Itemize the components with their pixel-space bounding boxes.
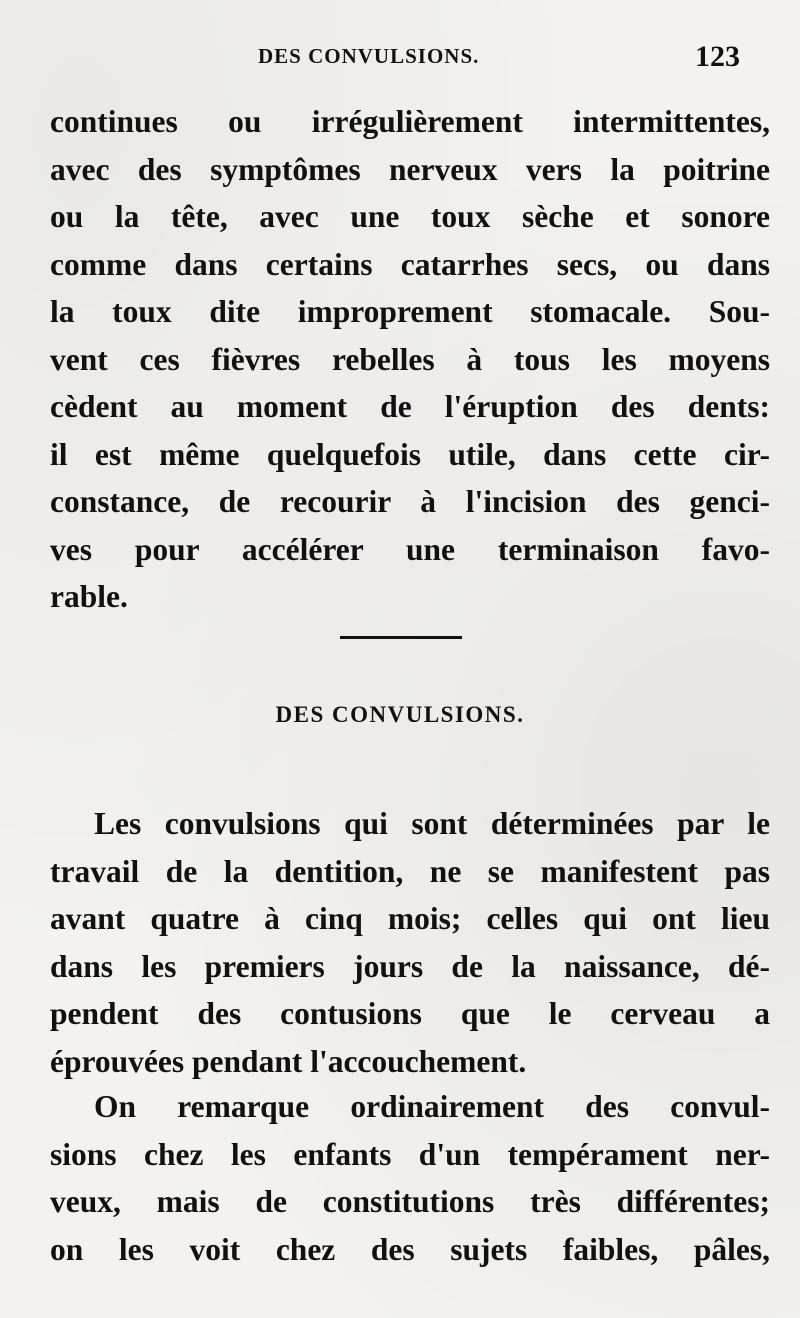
paragraph-continuation <box>50 98 770 621</box>
text-line: avant quatre à cinq mois; celles qui ont lieu <box>50 901 770 936</box>
text-line: Les convulsions qui sont déterminées par le <box>94 806 770 841</box>
text-line: travail de la dentition, ne se manifestent pas <box>50 853 770 889</box>
text-line: ou la tête, avec une toux sèche et sonore <box>50 199 770 234</box>
text-line: veux, mais de constitutions très différentes; <box>50 1184 770 1219</box>
text-line: constance, de recourir à l'incision des genci- <box>50 484 770 519</box>
running-head <box>0 40 800 80</box>
text-line: continues ou irrégulièrement intermittentes, <box>50 104 770 139</box>
text-line: on les voit chez des sujets faibles, pâles, <box>50 1231 770 1267</box>
text-line: pendent des contusions que le cerveau a <box>50 996 770 1031</box>
text-line: cèdent au moment de l'éruption des dents: <box>50 389 770 424</box>
text-line: avec des symptômes nerveux vers la poitrine <box>50 151 770 187</box>
text-line: dans les premiers jours de la naissance, dé- <box>50 948 770 984</box>
text-line: il est même quelquefois utile, dans cette cir- <box>50 436 770 472</box>
paragraph-convulsions-intro <box>50 800 770 1085</box>
paragraph-temperament <box>50 1083 770 1273</box>
text-line: éprouvées pendant l'accouchement. <box>50 1043 527 1079</box>
text-line: ves pour accélérer une terminaison favo- <box>50 531 770 567</box>
text-line: comme dans certains catarrhes secs, ou dans <box>50 246 770 282</box>
page-number: 123 <box>695 40 740 73</box>
text-line: rable. <box>50 579 128 614</box>
section-heading: DES CONVULSIONS. <box>275 702 525 727</box>
section-divider <box>340 636 462 639</box>
running-title: DES CONVULSIONS. <box>258 44 480 68</box>
text-line: On remarque ordinairement des convul- <box>94 1089 770 1124</box>
text-line: vent ces fièvres rebelles à tous les moyens <box>50 341 770 377</box>
text-line: la toux dite improprement stomacale. Sou- <box>50 294 770 329</box>
text-line: sions chez les enfants d'un tempérament ner- <box>50 1136 770 1172</box>
